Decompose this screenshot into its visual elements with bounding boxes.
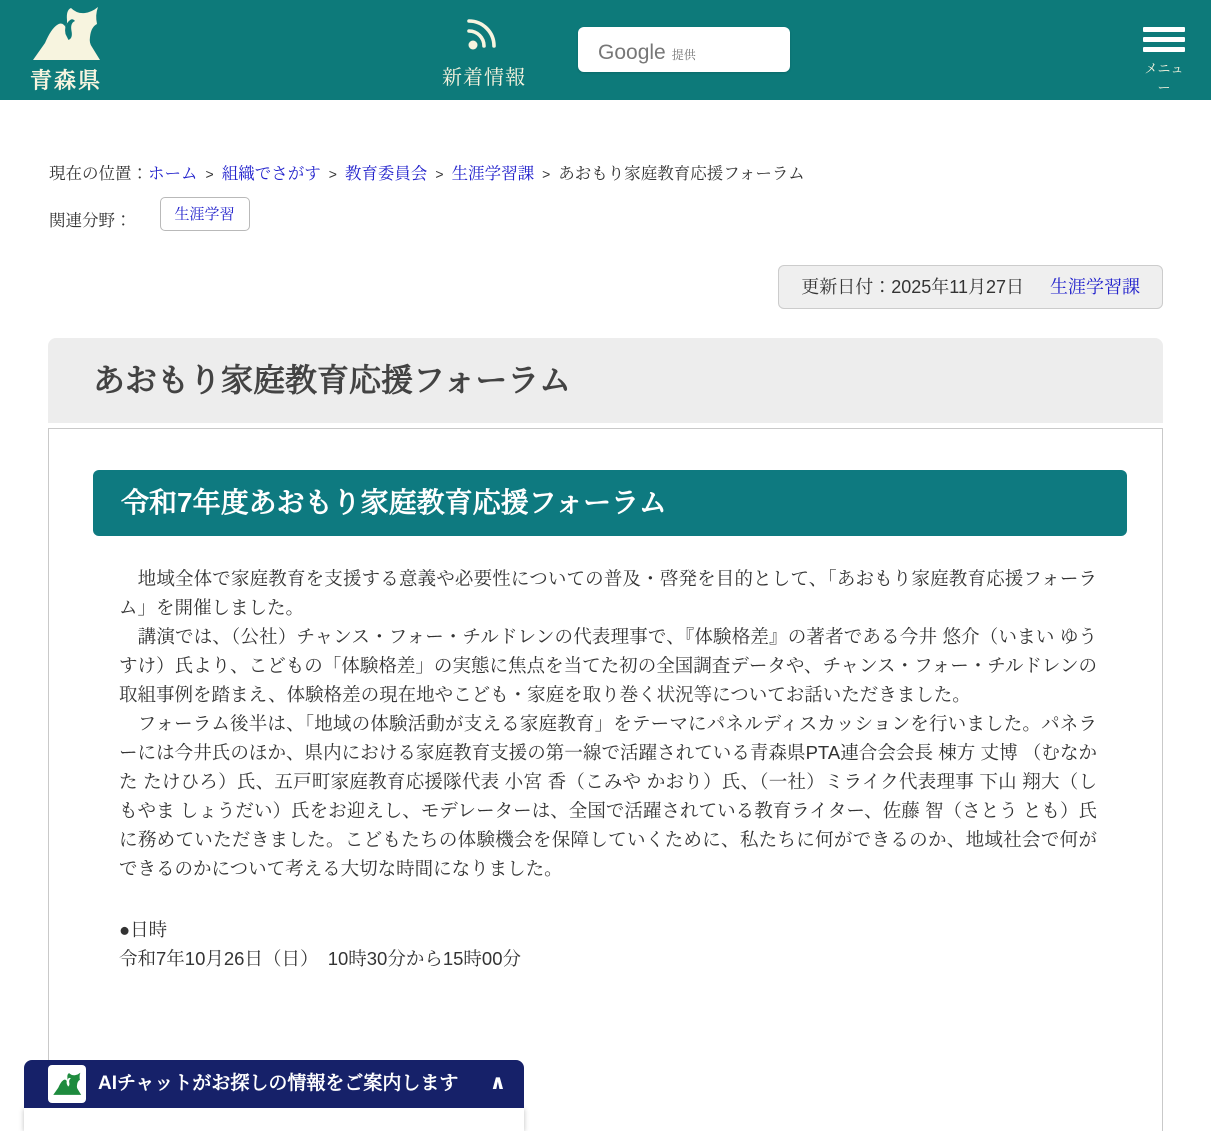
content-box — [48, 428, 1163, 1131]
article-body — [119, 564, 1097, 973]
news-label: 新着情報 — [442, 67, 526, 89]
breadcrumb-prefix: 現在の位置： — [49, 165, 148, 183]
update-date-box — [778, 265, 1163, 309]
schedule-value: 令和7年10月26日（日） 10時30分から15時00分 — [119, 948, 522, 969]
site-logo-label: 青森県 — [29, 68, 102, 93]
department-link[interactable]: 生涯学習課 — [1050, 277, 1140, 297]
rss-icon — [464, 16, 504, 52]
related-field-label: 関連分野： — [49, 212, 132, 230]
news-link[interactable] — [441, 16, 527, 90]
google-brand-text: Google — [598, 41, 666, 64]
breadcrumb-separator: > — [328, 166, 337, 182]
aomori-prefecture-logo-icon — [52, 1072, 82, 1096]
breadcrumb-current: あおもり家庭教育応援フォーラム — [558, 165, 805, 183]
breadcrumb-link-education-board[interactable]: 教育委員会 — [344, 165, 428, 183]
aomori-prefecture-logo-icon — [30, 6, 102, 62]
article-paragraph: 講演では、（公社）チャンス・フォー・チルドレンの代表理事で、『体験格差』の著者である今井 悠介（いまい ゆうすけ）氏より、こどもの「体験格差」の実態に焦点を当てた初の全国調査データや、チャンス・フォー・チルドレンの取組事例を踏まえ、体験格差の現在地やこども・家庭を取り巻く状況等についてお話いただきました。 — [119, 626, 1097, 705]
site-logo[interactable] — [24, 6, 108, 95]
ai-chat-widget — [24, 1060, 524, 1131]
google-watermark — [598, 41, 696, 65]
hamburger-icon — [1143, 27, 1185, 52]
breadcrumb-separator: > — [205, 166, 214, 182]
ai-chat-logo — [48, 1065, 86, 1103]
article-paragraph: フォーラム後半は、「地域の体験活動が支える家庭教育」をテーマにパネルディスカッションを行いました。パネラーには今井氏のほか、県内における家庭教育支援の第一線で活躍されている青森県PTA連合会会長 棟方 丈博 （むなかた たけひろ）氏、五戸町家庭教育応援隊代表 小宮 香（こみや かおり）氏、（一社）ミライク代表理事 下山 翔大（しもやま しょうだい）氏をお迎えし、モデレーターは、全国で活躍されている教育ライター、佐藤 智（さとう とも）氏に務めていただきました。こどもたちの体験機会を保障していくために、私たちに何ができるのか、地域社会で何ができるのかについて考える大切な時間になりました。 — [119, 713, 1097, 879]
ai-chat-banner[interactable] — [24, 1060, 524, 1108]
breadcrumb-separator: > — [435, 166, 444, 182]
schedule-heading: ●日時 — [119, 919, 168, 940]
chevron-up-icon: ∧ — [489, 1072, 506, 1094]
menu-label: メニュー — [1144, 61, 1184, 95]
google-provided-label: 提供 — [671, 48, 696, 62]
breadcrumb — [49, 160, 1159, 184]
site-header — [0, 0, 1211, 100]
article-paragraph: 地域全体で家庭教育を支援する意義や必要性についての普及・啓発を目的として、「あおもり家庭教育応援フォーラム」を開催しました。 — [119, 568, 1097, 618]
breadcrumb-separator: > — [542, 166, 551, 182]
ai-chat-message: AIチャットがお探しの情報をご案内します — [98, 1073, 459, 1094]
update-date-text: 更新日付：2025年11月27日 — [801, 277, 1024, 297]
ai-chat-panel — [24, 1108, 524, 1131]
breadcrumb-link-home[interactable]: ホーム — [148, 165, 198, 183]
related-tag-lifelong-learning[interactable]: 生涯学習 — [160, 197, 250, 231]
breadcrumb-link-organization[interactable]: 組織でさがす — [221, 165, 321, 183]
page-title: あおもり家庭教育応援フォーラム — [48, 338, 1163, 423]
search-input[interactable] — [578, 27, 790, 72]
breadcrumb-link-lifelong-learning[interactable]: 生涯学習課 — [451, 165, 535, 183]
related-field-row — [49, 204, 250, 238]
section-banner: 令和7年度あおもり家庭教育応援フォーラム — [93, 470, 1127, 536]
menu-button[interactable] — [1141, 27, 1187, 96]
